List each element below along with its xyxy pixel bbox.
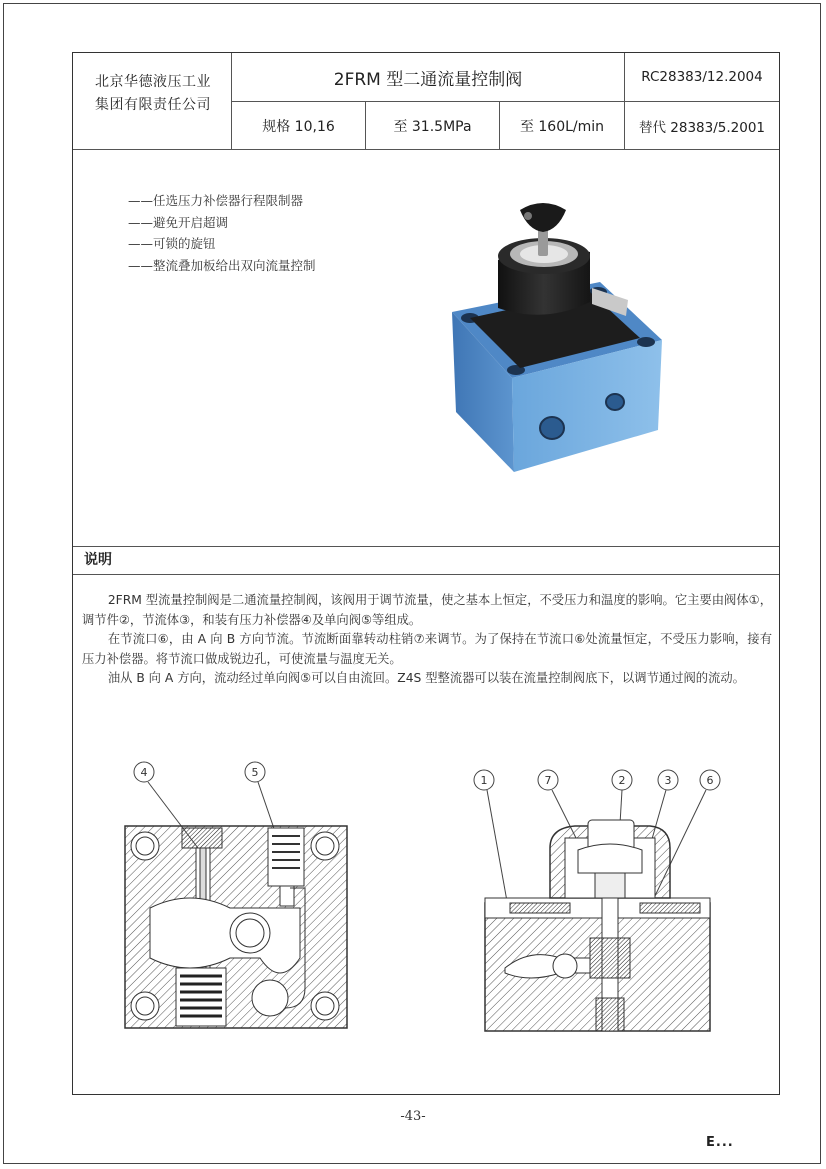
page-number: -43-	[400, 1109, 426, 1124]
section-title: 说明	[84, 552, 112, 568]
description-paragraph: 2FRM 型流量控制阀是二通流量控制阀，该阀用于调节流量，使之基本上恒定，不受压力和温度的影响。它主要由阀体①，调节件②，节流体③，和装有压力补偿器④及单向阀⑤等组成。	[82, 593, 772, 627]
svg-text:6: 6	[706, 774, 714, 787]
spec-pressure: 至 31.5MPa	[393, 118, 472, 135]
spec-flow: 至 160L/min	[519, 118, 605, 135]
corner-mark: E...	[706, 1135, 734, 1150]
company-line-1: 北京华德液压工业	[95, 74, 211, 90]
description-body	[82, 591, 772, 689]
section-drawing-right	[470, 758, 730, 1038]
svg-text:7: 7	[544, 774, 552, 787]
feature-item: ——可锁的旋钮	[128, 236, 216, 251]
description-paragraph: 在节流口⑥，由 A 向 B 方向节流。节流断面靠转动柱销⑦来调节。为了保持在节流口⑥处流量恒定，不受压力影响，接有压力补偿器。将节流口做成锐边孔，可使流量与温度无关。	[82, 632, 772, 666]
section-drawing-left	[120, 758, 365, 1038]
feature-item: ——避免开启超调	[128, 214, 229, 230]
product-photo	[440, 200, 670, 490]
feature-item: ——整流叠加板给出双向流量控制	[128, 257, 316, 273]
svg-text:3: 3	[664, 774, 672, 787]
feature-item: ——任选压力补偿器行程限制器	[128, 193, 304, 208]
description-paragraph: 油从 B 向 A 方向，流动经过单向阀⑤可以自由流回。Z4S 型整流器可以装在流量控制阀底下，以调节通过阀的流动。	[107, 671, 745, 685]
page-title: 2FRM 型二通流量控制阀	[333, 69, 523, 90]
svg-text:5: 5	[251, 766, 259, 779]
company-name	[73, 71, 233, 117]
svg-text:1: 1	[480, 774, 488, 787]
svg-text:4: 4	[140, 766, 148, 779]
replaces-document: 替代 28383/5.2001	[638, 119, 766, 136]
spec-size: 规格 10,16	[262, 118, 335, 135]
feature-list	[128, 190, 316, 276]
svg-text:2: 2	[618, 774, 626, 787]
company-line-2: 集团有限责任公司	[95, 97, 211, 113]
callout-1	[474, 770, 510, 918]
document-code: RC28383/12.2004	[641, 69, 763, 85]
